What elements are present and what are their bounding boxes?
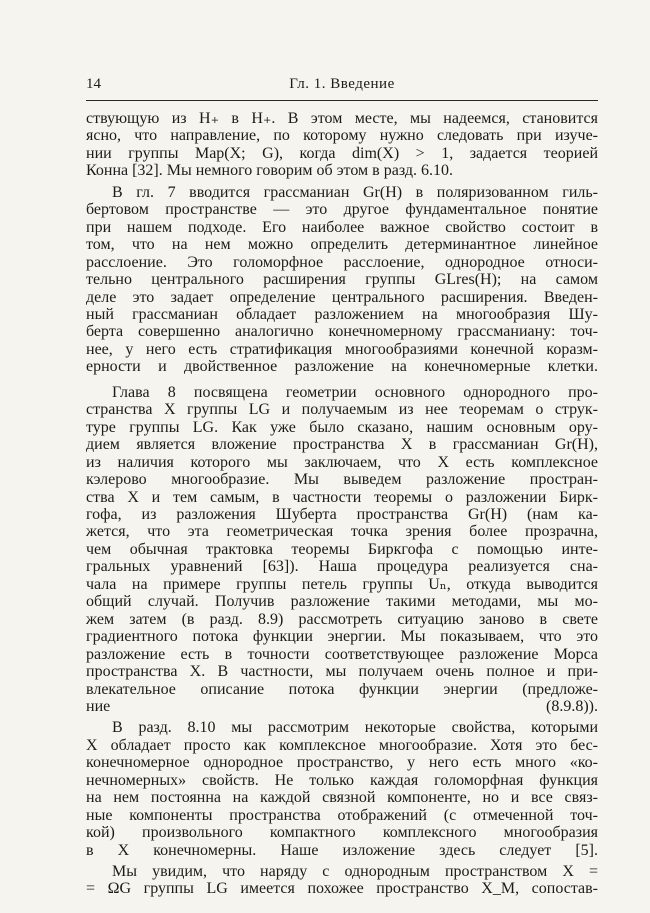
header-rule: [86, 100, 598, 101]
page-body: [86, 110, 598, 898]
text-line: влекательное описание потока функции энергии (предложе-: [86, 680, 598, 698]
text-line: пространства X. В частности, мы получаем очень полное и при-: [86, 663, 598, 681]
text-line: Мы увидим, что наряду с однородным пространством X =: [112, 863, 598, 881]
page-number: 14: [86, 76, 101, 92]
text-line: конечномерное однородное пространство, у него есть много «ко-: [86, 754, 598, 772]
text-line: бертовом пространстве — это другое фундаментальное понятие: [86, 201, 598, 219]
text-line: ясно, что направление, по которому нужно следовать при изуче-: [86, 127, 598, 145]
text-line: общий случай. Получив разложение такими методами, мы мо-: [86, 593, 598, 611]
text-line: ный грассманиан обладает разложением на многообразия Шу-: [86, 305, 598, 323]
text-line: = ΩG группы LG имеется похожее пространство X_M, сопостав-: [86, 880, 598, 898]
text-line: градиентного потока функции энергии. Мы показываем, что это: [86, 628, 598, 646]
text-line: кой) произвольного компактного комплексного многообразия: [86, 824, 598, 842]
text-line: чала на примере группы петель группы Uₙ, откуда выводится: [86, 575, 598, 593]
text-line: из наличия которого мы заключаем, что X есть комплексное: [86, 453, 598, 471]
text-line: тельно центрального расширения группы GLres(H); на самом: [86, 271, 598, 289]
text-line: расслоение. Это голоморфное расслоение, однородное относи-: [86, 253, 598, 271]
text-line: на нем постоянна на каждой связной компоненте, но и все связ-: [86, 789, 598, 807]
text-line: В разд. 8.10 мы рассмотрим некоторые свойства, которыми: [112, 719, 598, 737]
paragraph-4: [86, 719, 598, 859]
text-line: при нашем подходе. Его наиболее важное свойство состоит в: [86, 218, 598, 236]
paragraph-1: [86, 110, 598, 180]
text-line: ные компоненты пространства отображений (с отмеченной точ-: [86, 806, 598, 824]
text-line: X обладает просто как комплексное многообразие. Хотя это бес-: [86, 736, 598, 754]
text-line: ства X и тем самым, в частности теоремы о разложении Бирк-: [86, 488, 598, 506]
text-line: жем затем (в разд. 8.9) рассмотреть ситуацию заново в свете: [86, 610, 598, 628]
text-line: странства X группы LG и получаемым из нее теоремам о струк-: [86, 401, 598, 419]
paragraph-2: [86, 184, 598, 376]
text-line: Глава 8 посвящена геометрии основного однородного про-: [112, 383, 598, 401]
text-line: чем обычная трактовка теоремы Биркгофа с помощью инте-: [86, 540, 598, 558]
text-line: жется, что эта геометрическая точка зрения более прозрачна,: [86, 523, 598, 541]
text-line: В гл. 7 вводится грассманиан Gr(H) в поляризованном гиль-: [112, 183, 598, 201]
paragraph-3: [86, 384, 598, 716]
text-line: том, что на нем можно определить детерминантное линейное: [86, 236, 598, 254]
text-line: деле это задает определение центрального расширения. Введен-: [86, 288, 598, 306]
paragraph-5: [86, 863, 598, 898]
text-line: ние (8.9.8)).: [86, 697, 598, 715]
text-line: Конна [32]. Мы немного говорим об этом в разд. 6.10.: [86, 162, 453, 180]
text-line: нее, у него есть стратификация многообразиями конечной коразм-: [86, 340, 598, 358]
text-line: разложение есть в точности соответствующее разложение Морса: [86, 645, 598, 663]
text-line: кэлерово многообразие. Мы выведем разложение простран-: [86, 471, 598, 489]
text-line: ствующую из H₊ в H₊. В этом месте, мы надеемся, становится: [86, 110, 598, 127]
text-line: нечномерных» свойств. Не только каждая голоморфная функция: [86, 771, 598, 789]
text-line: в X конечномерны. Наше изложение здесь следует [5].: [86, 841, 598, 859]
running-head: Гл. 1. Введение: [289, 76, 395, 92]
text-line: дием является вложение пространства X в грассманиан Gr(H),: [86, 436, 598, 454]
text-line: нии группы Map(X; G), когда dim(X) > 1, задается теорией: [86, 144, 598, 162]
text-line: туре группы LG. Как уже было сказано, нашим основным ору-: [86, 418, 598, 436]
text-line: ерности и двойственное разложение на конечномерные клетки.: [86, 358, 598, 376]
text-line: гофа, из разложения Шуберта пространства Gr(H) (нам ка-: [86, 505, 598, 523]
text-line: берта совершенно аналогично конечномерному грассманиану: точ-: [86, 323, 598, 341]
text-line: гральных уравнений [63]). Наша процедура реализуется сна-: [86, 558, 598, 576]
